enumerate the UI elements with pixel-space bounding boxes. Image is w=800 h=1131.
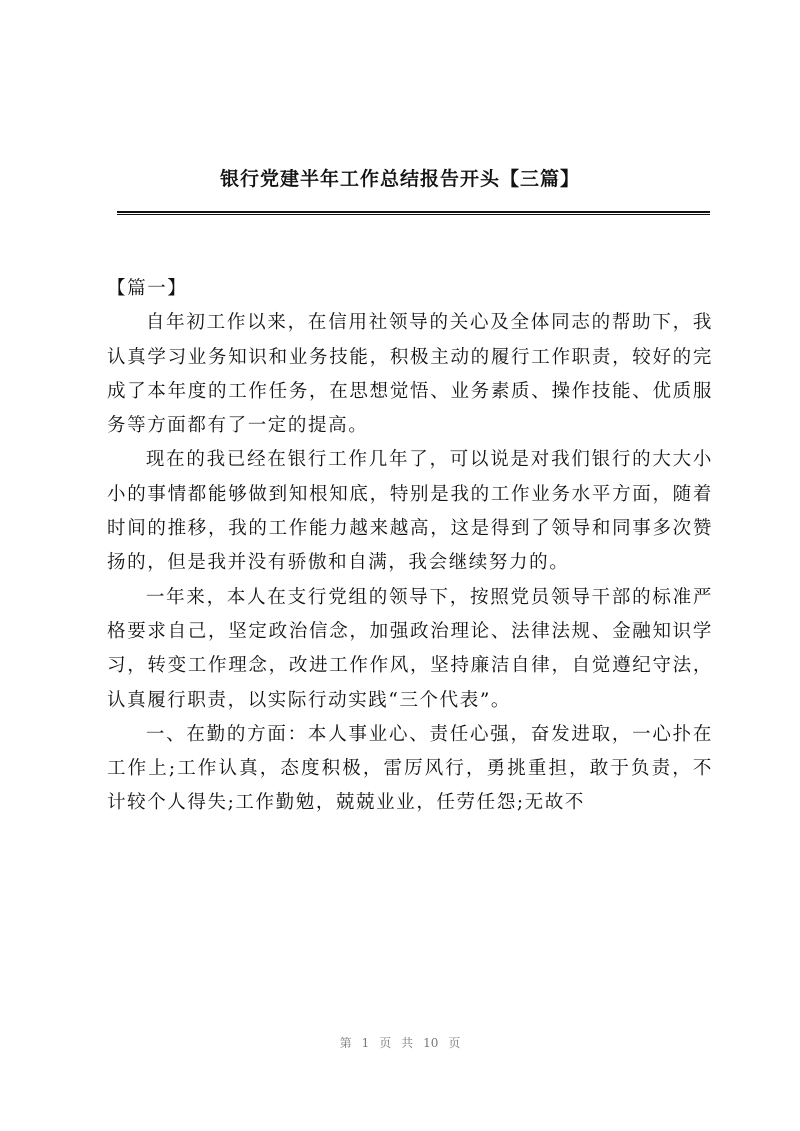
paragraph-3: 一年来，本人在支行党组的领导下，按照党员领导干部的标准严格要求自己，坚定政治信念，加强政治理论、法律法规、金融知识学习，转变工作理念，改进工作作风，坚持廉洁自律，自觉遵纪守法，认真履行职责，以实际行动实践“三个代表”。: [107, 586, 713, 711]
document-title: 银行党建半年工作总结报告开头【三篇】: [219, 168, 580, 190]
section-heading: 【篇一】: [107, 278, 188, 299]
footer-prefix: 第: [339, 1036, 352, 1050]
paragraph-1: 自年初工作以来，在信用社领导的关心及全体同志的帮助下，我认真学习业务知识和业务技能，积极主动的履行工作职责，较好的完成了本年度的工作任务，在思想觉悟、业务素质、操作技能、优质服务等方面都有了一定的提高。: [107, 312, 713, 437]
document-body: [107, 272, 713, 821]
footer-total-pages: 10: [423, 1036, 439, 1050]
footer-middle: 页 共: [379, 1036, 414, 1050]
title-underline: [117, 211, 710, 215]
paragraph-2: 现在的我已经在银行工作几年了，可以说是对我们银行的大大小小的事情都能够做到知根知底，特别是我的工作业务水平方面，随着时间的推移，我的工作能力越来越高，这是得到了领导和同事多次赞扬的，但是我并没有骄傲和自满，我会继续努力的。: [107, 449, 713, 574]
page-footer: [0, 1034, 800, 1051]
footer-page-number: 1: [361, 1036, 370, 1050]
paragraph-4: 一、在勤的方面：本人事业心、责任心强，奋发进取，一心扑在工作上;工作认真，态度积极，雷厉风行，勇挑重担，敢于负责，不计较个人得失;工作勤勉，兢兢业业，任劳任怨;无故不: [107, 723, 713, 814]
footer-suffix: 页: [448, 1036, 461, 1050]
